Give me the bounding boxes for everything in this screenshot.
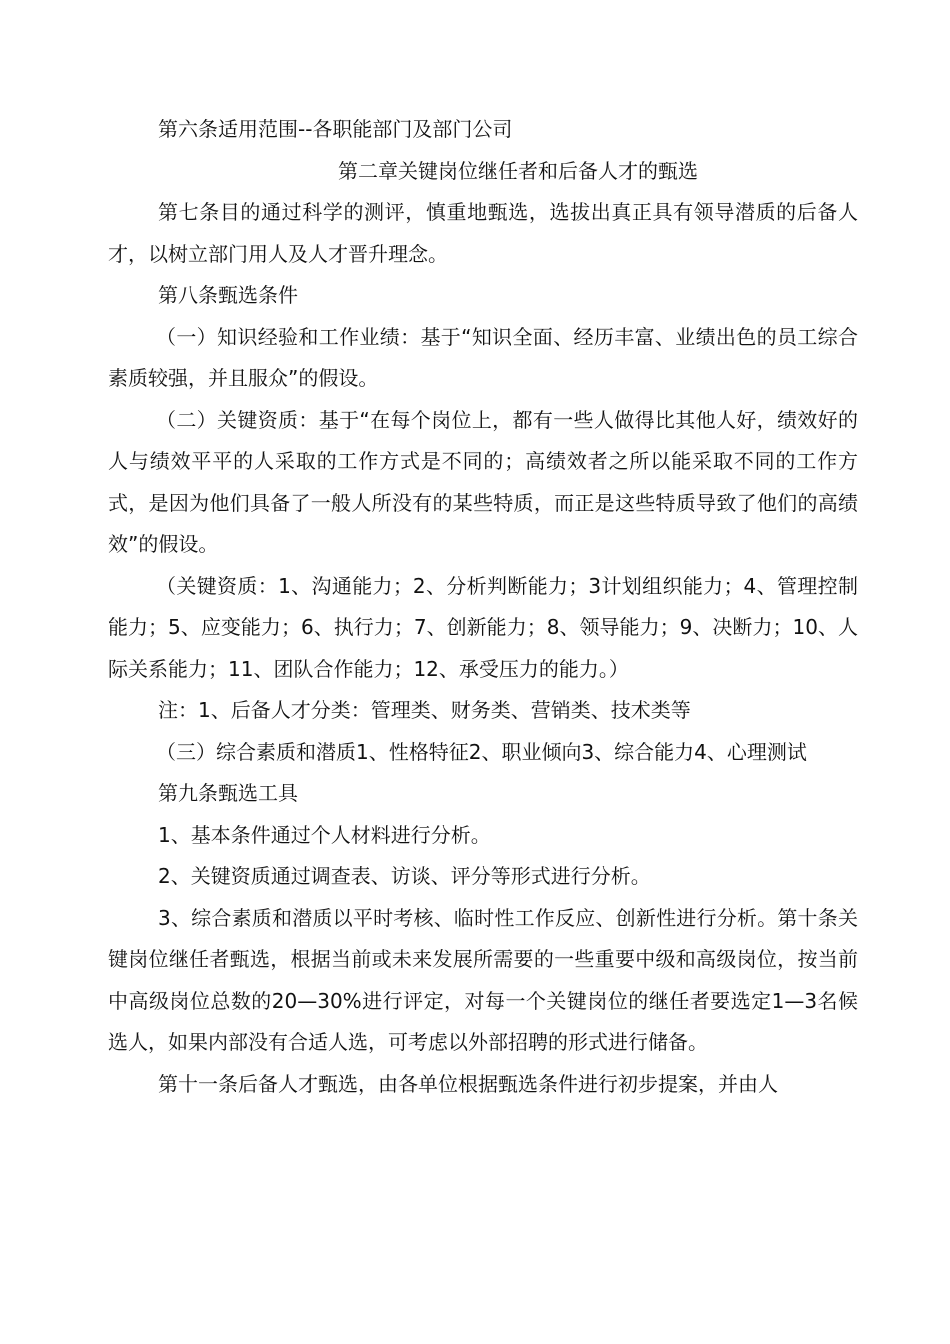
chapter-2-heading: 第二章关键岗位继任者和后备人才的甄选: [338, 158, 698, 183]
article-8-heading: 第八条甄选条件: [158, 283, 298, 307]
document-page: [108, 109, 858, 1105]
note-talent-categories: 注：1、后备人才分类：管理类、财务类、营销类、技术类等: [158, 698, 691, 722]
article-7-purpose: 第七条目的通过科学的测评，慎重地甄选，选拔出真正具有领导潜质的后备人才，以树立部门用人及人才晋升理念。: [108, 200, 858, 266]
condition-3-potential: （三）综合素质和潜质1、性格特征2、职业倾向3、综合能力4、心理测试: [156, 739, 807, 764]
condition-2-competency: （二）关键资质：基于“在每个岗位上，都有一些人做得比其他人好，绩效好的人与绩效平平的人采取的工作方式是不同的；高绩效者之所以能采取不同的工作方式，是因为他们具备了一般人所没有的某些特质，而正是这些特质导致了他们的高绩效”的假设。: [108, 407, 858, 556]
condition-1-knowledge: （一）知识经验和工作业绩：基于“知识全面、经历丰富、业绩出色的员工综合素质较强，并且服众”的假设。: [108, 324, 858, 390]
tool-item-1: 1、基本条件通过个人材料进行分析。: [158, 822, 491, 847]
article-9-heading: 第九条甄选工具: [158, 781, 298, 805]
article-6-scope: 第六条适用范围--各职能部门及部门公司: [158, 117, 513, 141]
tool-item-3-and-article-10: 3、综合素质和潜质以平时考核、临时性工作反应、创新性进行分析。第十条关键岗位继任者甄选，根据当前或未来发展所需要的一些重要中级和高级岗位，按当前中高级岗位总数的20—30%进行评定，对每一个关键岗位的继任者要选定1—3名候选人，如果内部没有合适人选，可考虑以外部招聘的形式进行储备。: [108, 905, 858, 1054]
article-11-partial: 第十一条后备人才甄选，由各单位根据甄选条件进行初步提案，并由人: [158, 1071, 778, 1096]
competency-list: （关键资质：1、沟通能力；2、分析判断能力；3计划组织能力；4、管理控制能力；5、应变能力；6、执行力；7、创新能力；8、领导能力；9、决断力；10、人际关系能力；11、团队合作能力；12、承受压力的能力。）: [108, 573, 858, 681]
tool-item-2: 2、关键资质通过调查表、访谈、评分等形式进行分析。: [158, 864, 651, 888]
